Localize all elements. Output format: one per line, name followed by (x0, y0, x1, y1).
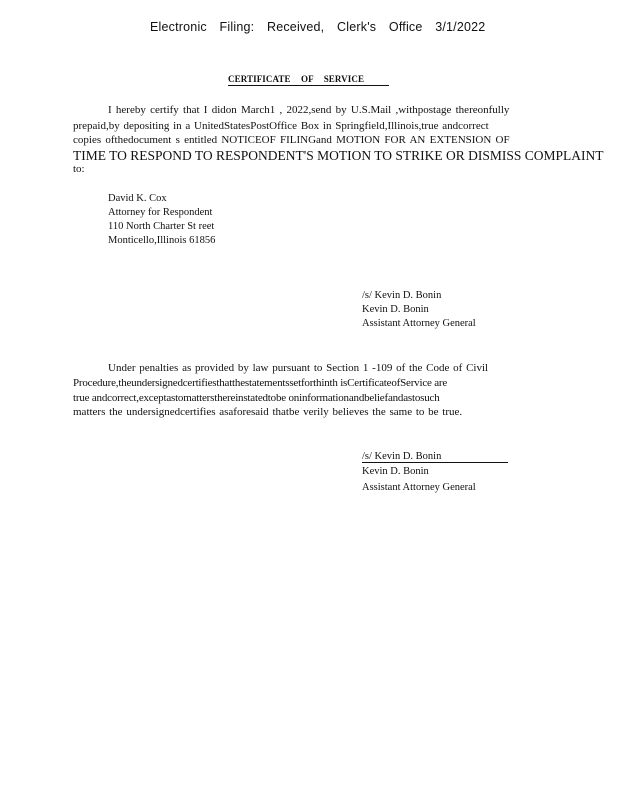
signature-2-sig: /s/ Kevin D. Bonin (362, 451, 442, 462)
certification-line-2: prepaid,by depositing in a UnitedStatesPostOffice Box in Springfield,Illinois,true andcorrect (73, 120, 489, 132)
verification-line-2: Procedure,theundersignedcertifiesthatthestatementssetforthinth isCertificateofService are (73, 377, 448, 389)
certification-line-5: to: (73, 163, 85, 175)
recipient-city: Monticello,Illinois 61856 (108, 235, 216, 246)
signature-1-sig: /s/ Kevin D. Bonin (362, 290, 442, 301)
efiling-header: Electronic Filing: Received, Clerk's Office 3/1/2022 (150, 20, 486, 34)
recipient-title: Attorney for Respondent (108, 207, 213, 218)
signature-2-underline (362, 462, 508, 463)
recipient-street: 110 North Charter St reet (108, 221, 215, 232)
signature-1-name: Kevin D. Bonin (362, 304, 429, 315)
document-title: CERTIFICATE OF SERVICE (228, 74, 365, 84)
certification-line-3: copies ofthedocument s entitled NOTICEOF FILINGand MOTION FOR AN EXTENSION OF (73, 134, 510, 146)
certification-line-1: I hereby certify that I didon March1 , 2022,send by U.S.Mail ,withpostage thereonfully (108, 104, 510, 116)
verification-line-3: true andcorrect,exceptastomattersthereinstatedtobe oninformationandbeliefandastosuch (73, 392, 440, 404)
signature-2-title: Assistant Attorney General (362, 482, 476, 493)
recipient-name: David K. Cox (108, 193, 167, 204)
certification-line-4: TIME TO RESPOND TO RESPONDENT'S MOTION TO STRIKE OR DISMISS COMPLAINT (73, 148, 604, 163)
verification-line-1: Under penalties as provided by law pursuant to Section 1 -109 of the Code of Civil (108, 362, 489, 374)
title-underline (228, 85, 389, 86)
signature-2-name: Kevin D. Bonin (362, 466, 429, 477)
verification-line-4: matters the undersignedcertifies asaforesaid thatbe verily believes the same to be true. (73, 406, 463, 418)
signature-1-title: Assistant Attorney General (362, 318, 476, 329)
